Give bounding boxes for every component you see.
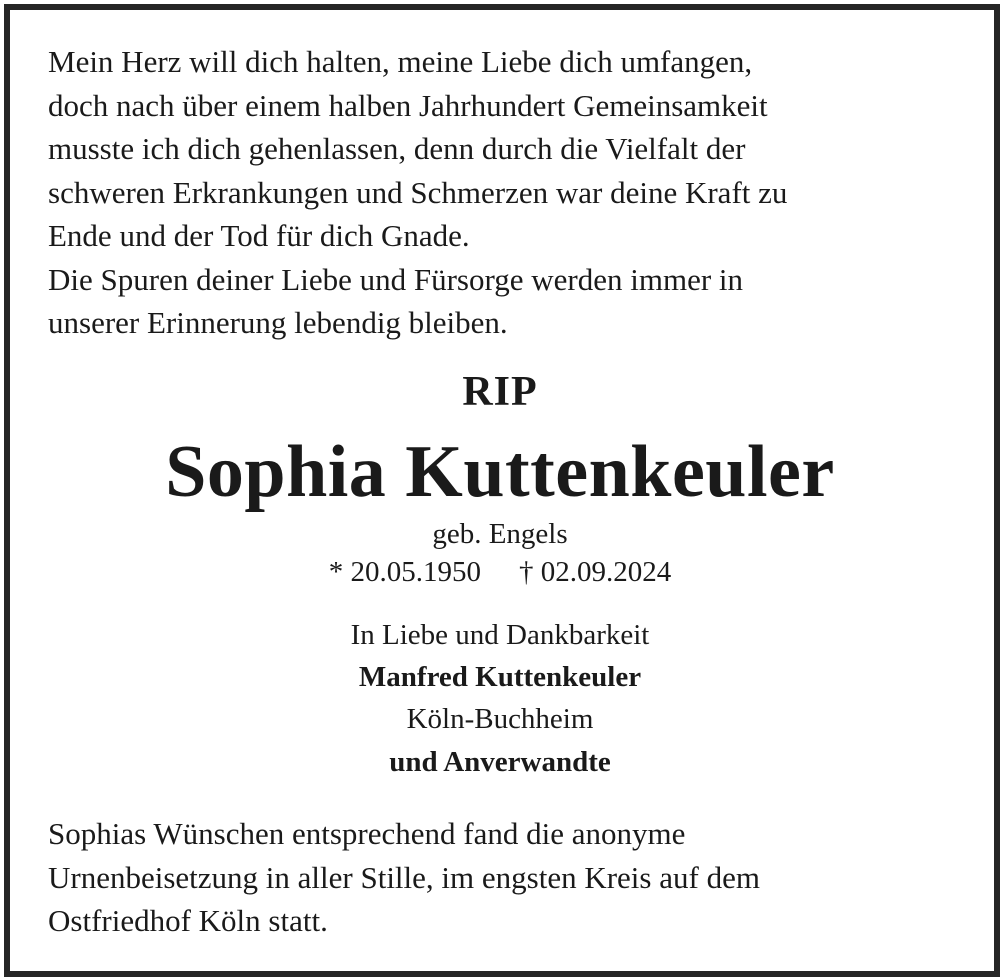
- poem-text: [48, 40, 948, 345]
- poem-line: schweren Erkrankungen und Schmerzen war deine Kraft zu: [48, 174, 788, 210]
- poem-line: musste ich dich gehenlassen, denn durch die Vielfalt der: [48, 131, 746, 166]
- birth-date: * 20.05.1950: [328, 556, 481, 588]
- signature-intro: In Liebe und Dankbarkeit: [350, 619, 650, 651]
- poem-line: doch nach über einem halben Jahrhundert Gemeinsamkeit: [48, 87, 768, 123]
- signature-name: Manfred Kuttenkeuler: [358, 661, 642, 693]
- burial-notice: [48, 812, 948, 943]
- death-date: † 02.09.2024: [519, 556, 672, 588]
- rip-heading: RIP: [462, 369, 538, 415]
- life-dates: [0, 556, 1000, 589]
- maiden-name: geb. Engels: [432, 518, 568, 550]
- signature-others: und Anverwandte: [389, 746, 611, 778]
- notice-line: Ostfriedhof Köln statt.: [48, 903, 328, 938]
- poem-line: Mein Herz will dich halten, meine Liebe dich umfangen,: [48, 44, 753, 79]
- poem-line: Ende und der Tod für dich Gnade.: [48, 218, 470, 253]
- deceased-name: Sophia Kuttenkeuler: [165, 431, 835, 513]
- notice-line: Sophias Wünschen entsprechend fand die anonyme: [48, 816, 686, 851]
- signature-place: Köln-Buchheim: [406, 703, 594, 735]
- poem-line: Die Spuren deiner Liebe und Fürsorge werden immer in: [48, 261, 744, 297]
- notice-line: Urnenbeisetzung in aller Stille, im engsten Kreis auf dem: [48, 859, 760, 895]
- poem-line: unserer Erinnerung lebendig bleiben.: [48, 305, 508, 340]
